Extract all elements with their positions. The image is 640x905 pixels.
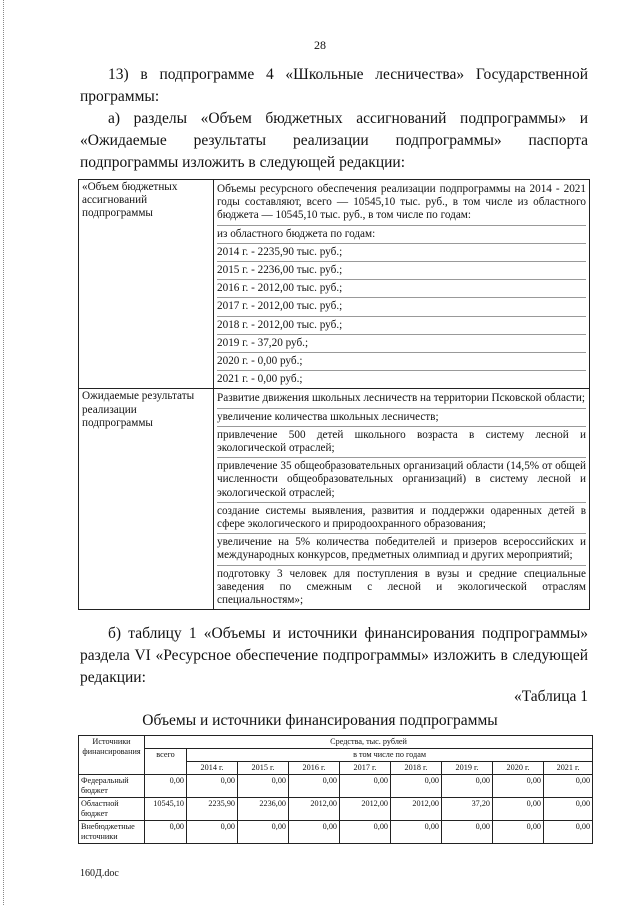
finance-cell: 0,00 [442, 821, 493, 844]
passport-line: из областного бюджета по годам: [217, 226, 586, 244]
paragraph-intro [80, 64, 588, 108]
finance-year: 2014 г. [187, 762, 238, 775]
finance-cell: 0,00 [493, 775, 544, 798]
passport-value-results [214, 389, 590, 610]
finance-year: 2018 г. [391, 762, 442, 775]
passport-table [78, 179, 590, 610]
finance-cell: 0,00 [340, 775, 391, 798]
table-title: Объемы и источники финансирования подпрограммы [142, 712, 498, 729]
finance-year: 2020 г. [493, 762, 544, 775]
paragraph-item-b [80, 623, 588, 689]
finance-year: 2015 г. [238, 762, 289, 775]
passport-line: 2014 г. - 2235,90 тыс. руб.; [217, 244, 586, 262]
footer-filename: 160Д.doc [80, 868, 119, 879]
passport-line: 2021 г. - 0,00 руб.; [217, 373, 303, 386]
finance-header-row [79, 749, 593, 762]
finance-cell: 0,00 [544, 775, 593, 798]
finance-cell: 0,00 [187, 775, 238, 798]
passport-line: создание системы выявления, развития и поддержки одаренных детей в сфере экологического и природоохранного образования; [217, 503, 586, 534]
finance-cell: 2236,00 [238, 798, 289, 821]
table-reference: «Таблица 1 [513, 688, 588, 705]
finance-year: 2019 г. [442, 762, 493, 775]
intro-text: 13) в подпрограмме 4 «Школьные лесничества» Государственной программы: [80, 66, 588, 105]
finance-cell: 37,20 [442, 798, 493, 821]
finance-cell: 0,00 [340, 821, 391, 844]
passport-line: Объемы ресурсного обеспечения реализации подпрограммы на 2014 - 2021 годы составляют, всего — 10545,10 тыс. руб., в том числе из областного бюджета — 10545,10 тыс. руб., в том числе по годам: [217, 181, 586, 226]
finance-header-total: всего [145, 749, 187, 775]
finance-row-regional [79, 798, 593, 821]
finance-cell-total: 0,00 [145, 821, 187, 844]
passport-row-results [79, 389, 590, 610]
finance-header-by-years: в том числе по годам [187, 749, 593, 762]
finance-row-label: Федеральный бюджет [79, 775, 145, 798]
finance-cell: 2012,00 [340, 798, 391, 821]
finance-cell: 0,00 [289, 821, 340, 844]
finance-row-label: Внебюджетные источники [79, 821, 145, 844]
finance-cell: 0,00 [289, 775, 340, 798]
finance-row-federal [79, 775, 593, 798]
finance-table [78, 735, 593, 844]
passport-line: увеличение количества школьных лесничеств; [217, 409, 586, 427]
finance-header-sources: Источники финансирования [79, 736, 145, 775]
finance-cell: 0,00 [544, 821, 593, 844]
finance-header-row [79, 736, 593, 749]
page-edge-marks [3, 0, 4, 905]
finance-cell: 2012,00 [391, 798, 442, 821]
finance-row-extrabudgetary [79, 821, 593, 844]
finance-cell: 0,00 [187, 821, 238, 844]
finance-cell-total: 10545,10 [145, 798, 187, 821]
finance-cell: 0,00 [238, 821, 289, 844]
paragraph-item-a [80, 108, 588, 174]
passport-row-budget [79, 180, 590, 389]
page-number: 28 [314, 38, 326, 52]
passport-line: Развитие движения школьных лесничеств на территории Псковской области; [217, 390, 586, 408]
passport-line: 2020 г. - 0,00 руб.; [217, 353, 586, 371]
passport-label-budget: «Объем бюджетных ассигнований подпрограммы [79, 180, 214, 389]
finance-year: 2016 г. [289, 762, 340, 775]
finance-cell: 0,00 [493, 821, 544, 844]
finance-cell: 0,00 [238, 775, 289, 798]
passport-line: подготовку 3 человек для поступления в вузы и средние специальные заведения по смежным с лесной и экологической отраслям специальностям»; [217, 567, 586, 607]
item-a-text: а) разделы «Объем бюджетных ассигнований подпрограммы» и «Ожидаемые результаты реализации подпрограммы» паспорта подпрограммы изложить в следующей редакции: [80, 110, 588, 171]
passport-line: 2015 г. - 2236,00 тыс. руб.; [217, 262, 586, 280]
finance-cell: 2012,00 [289, 798, 340, 821]
item-b-text: б) таблицу 1 «Объемы и источники финансирования подпрограммы» раздела VI «Ресурсное обеспечение подпрограммы» изложить в следующей редакции: [80, 625, 588, 686]
passport-line: привлечение 500 детей школьного возраста в систему лесной и экологической отраслей; [217, 427, 586, 458]
finance-header-funds: Средства, тыс. рублей [145, 736, 593, 749]
passport-line: 2019 г. - 37,20 руб.; [217, 335, 586, 353]
passport-line: привлечение 35 общеобразовательных организаций области (14,5% от общей численности общеобразовательных организаций) в систему лесной и экологической отраслей; [217, 458, 586, 503]
passport-value-budget [214, 180, 590, 389]
passport-line: 2016 г. - 2012,00 тыс. руб.; [217, 280, 586, 298]
passport-line: увеличение на 5% количества победителей и призеров всероссийских и международных конкурсов, предметных олимпиад и других мероприятий; [217, 534, 586, 565]
finance-cell: 0,00 [442, 775, 493, 798]
passport-label-results: Ожидаемые результаты реализации подпрограммы [79, 389, 214, 610]
passport-line: 2017 г. - 2012,00 тыс. руб.; [217, 298, 586, 316]
finance-year: 2017 г. [340, 762, 391, 775]
finance-cell: 0,00 [391, 775, 442, 798]
finance-cell: 0,00 [493, 798, 544, 821]
passport-line: 2018 г. - 2012,00 тыс. руб.; [217, 317, 586, 335]
finance-cell-total: 0,00 [145, 775, 187, 798]
finance-row-label: Областной бюджет [79, 798, 145, 821]
finance-cell: 2235,90 [187, 798, 238, 821]
finance-cell: 0,00 [391, 821, 442, 844]
finance-year: 2021 г. [544, 762, 593, 775]
finance-cell: 0,00 [544, 798, 593, 821]
